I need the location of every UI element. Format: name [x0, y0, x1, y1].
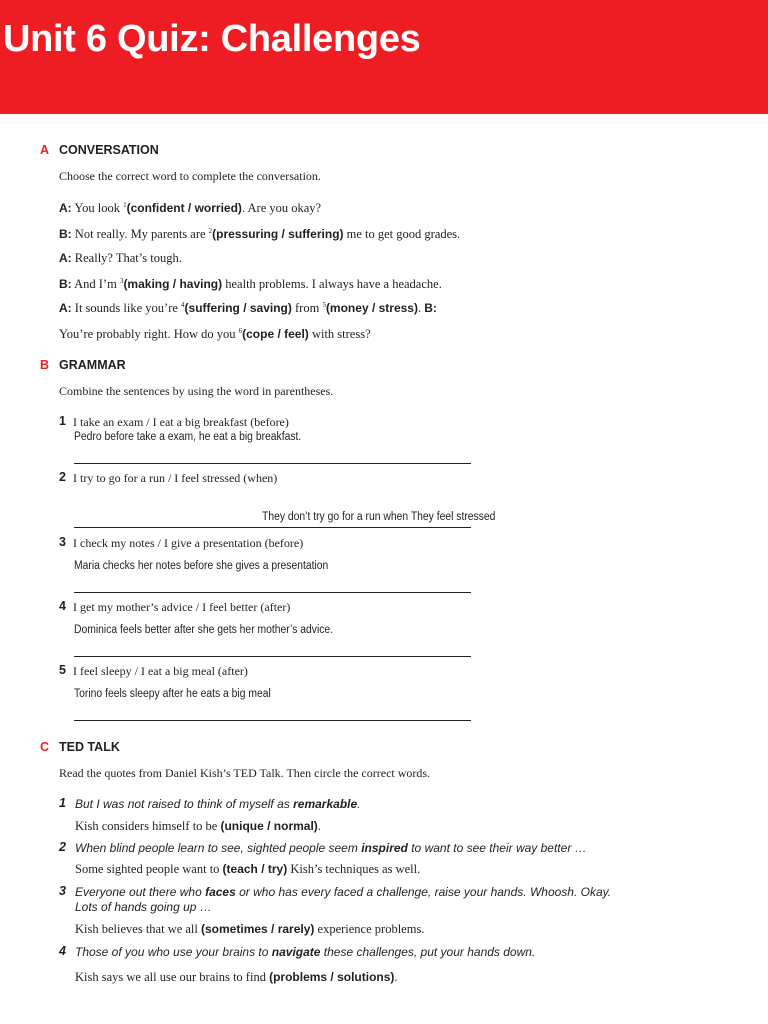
- word-choice[interactable]: (confident / worried): [126, 201, 242, 216]
- item-prompt: I feel sleepy / I eat a big meal (after): [73, 664, 248, 678]
- speaker-label: B:: [59, 277, 72, 292]
- conversation-line-1: A: You look $^1$(confident / worried). Are you okay?: [59, 201, 322, 216]
- speaker-label: B:: [424, 301, 437, 316]
- item-prompt: I try to go for a run / I feel stressed (when): [73, 471, 278, 485]
- conversation-line-6: You’re probably right. How do you $^6$(cope / feel) with stress?: [59, 327, 371, 342]
- item-number: 1: [59, 796, 66, 810]
- vocab-word: faces: [205, 885, 236, 899]
- answer-line[interactable]: [74, 720, 471, 721]
- answer-line[interactable]: [74, 592, 471, 593]
- word-choice[interactable]: (money / stress): [325, 301, 418, 316]
- quote-text-continued: Lots of hands going up …: [75, 900, 212, 914]
- section-c-instruction: Read the quotes from Daniel Kish’s TED Talk. Then circle the correct words.: [59, 766, 431, 780]
- quote-text: When blind people learn to see, sighted people seem inspired to want to see their way better …: [75, 841, 587, 855]
- speaker-label: A:: [59, 301, 72, 316]
- word-choice[interactable]: (problems / solutions): [269, 970, 395, 984]
- speaker-label: A:: [59, 251, 72, 265]
- conversation-line-2: B: Not really. My parents are $^2$(pressuring / suffering) me to get good grades.: [59, 227, 461, 242]
- word-choice[interactable]: (teach / try): [222, 862, 288, 876]
- conversation-line-3: A: Really? That’s tough.: [59, 251, 182, 265]
- answer-text: Maria checks her notes before she gives a presentation: [74, 560, 329, 572]
- word-choice[interactable]: (making / having): [123, 277, 223, 292]
- answer-line[interactable]: [74, 463, 471, 464]
- item-number: 2: [59, 470, 66, 484]
- statement-text: Kish believes that we all (sometimes / rarely) experience problems.: [75, 922, 425, 936]
- item-number: 3: [59, 884, 66, 898]
- item-number: 4: [59, 944, 66, 958]
- conversation-line-5: A: It sounds like you’re $^4$(suffering / saving) from $^5$(money / stress). B:: [59, 301, 437, 316]
- header-banner: [0, 0, 768, 114]
- answer-text: Torino feels sleepy after he eats a big meal: [74, 688, 271, 700]
- quote-text: Those of you who use your brains to navigate these challenges, put your hands down.: [75, 945, 536, 959]
- item-number: 1: [59, 414, 66, 428]
- item-number: 4: [59, 599, 66, 613]
- word-choice[interactable]: (cope / feel): [242, 327, 309, 342]
- page-title: Unit 6 Quiz: Challenges: [3, 18, 421, 60]
- statement-text: Kish considers himself to be (unique / normal).: [75, 819, 321, 833]
- section-a-letter: A: [40, 143, 50, 157]
- item-prompt: I get my mother’s advice / I feel better (after): [73, 600, 291, 614]
- statement-text: Kish says we all use our brains to find (problems / solutions).: [75, 970, 398, 984]
- section-b-letter: B: [40, 358, 50, 372]
- word-choice[interactable]: (pressuring / suffering): [212, 227, 344, 242]
- item-number: 2: [59, 840, 66, 854]
- answer-text: Dominica feels better after she gets her mother’s advice.: [74, 624, 334, 636]
- answer-line[interactable]: [74, 527, 471, 528]
- item-number: 3: [59, 535, 66, 549]
- statement-text: Some sighted people want to (teach / try) Kish’s techniques as well.: [75, 862, 421, 876]
- word-choice[interactable]: (unique / normal): [220, 819, 318, 833]
- section-b-instruction: Combine the sentences by using the word in parentheses.: [59, 384, 334, 398]
- quote-text: But I was not raised to think of myself as remarkable.: [75, 797, 361, 811]
- quote-text: Everyone out there who faces or who has every faced a challenge, raise your hands. Whoosh. Okay.: [75, 885, 612, 899]
- speaker-label: A:: [59, 201, 72, 216]
- answer-line[interactable]: [74, 656, 471, 657]
- answer-text: Pedro before take a exam, he eat a big breakfast.: [74, 431, 302, 443]
- item-prompt: I take an exam / I eat a big breakfast (before): [73, 415, 289, 429]
- word-choice[interactable]: (suffering / saving): [184, 301, 292, 316]
- vocab-word: navigate: [271, 945, 321, 959]
- item-prompt: I check my notes / I give a presentation (before): [73, 536, 304, 550]
- answer-text: They don’t try go for a run when They feel stressed: [262, 511, 496, 523]
- item-number: 5: [59, 663, 66, 677]
- conversation-line-4: B: And I’m $^3$(making / having) health problems. I always have a headache.: [59, 277, 442, 292]
- speaker-label: B:: [59, 227, 72, 242]
- section-c-title: TED TALK: [59, 740, 120, 754]
- vocab-word: remarkable: [293, 797, 358, 811]
- section-a-title: CONVERSATION: [59, 143, 159, 157]
- word-choice[interactable]: (sometimes / rarely): [201, 922, 315, 936]
- vocab-word: inspired: [361, 841, 408, 855]
- section-b-title: GRAMMAR: [59, 358, 126, 372]
- section-c-letter: C: [40, 740, 50, 754]
- section-a-instruction: Choose the correct word to complete the conversation.: [59, 169, 321, 183]
